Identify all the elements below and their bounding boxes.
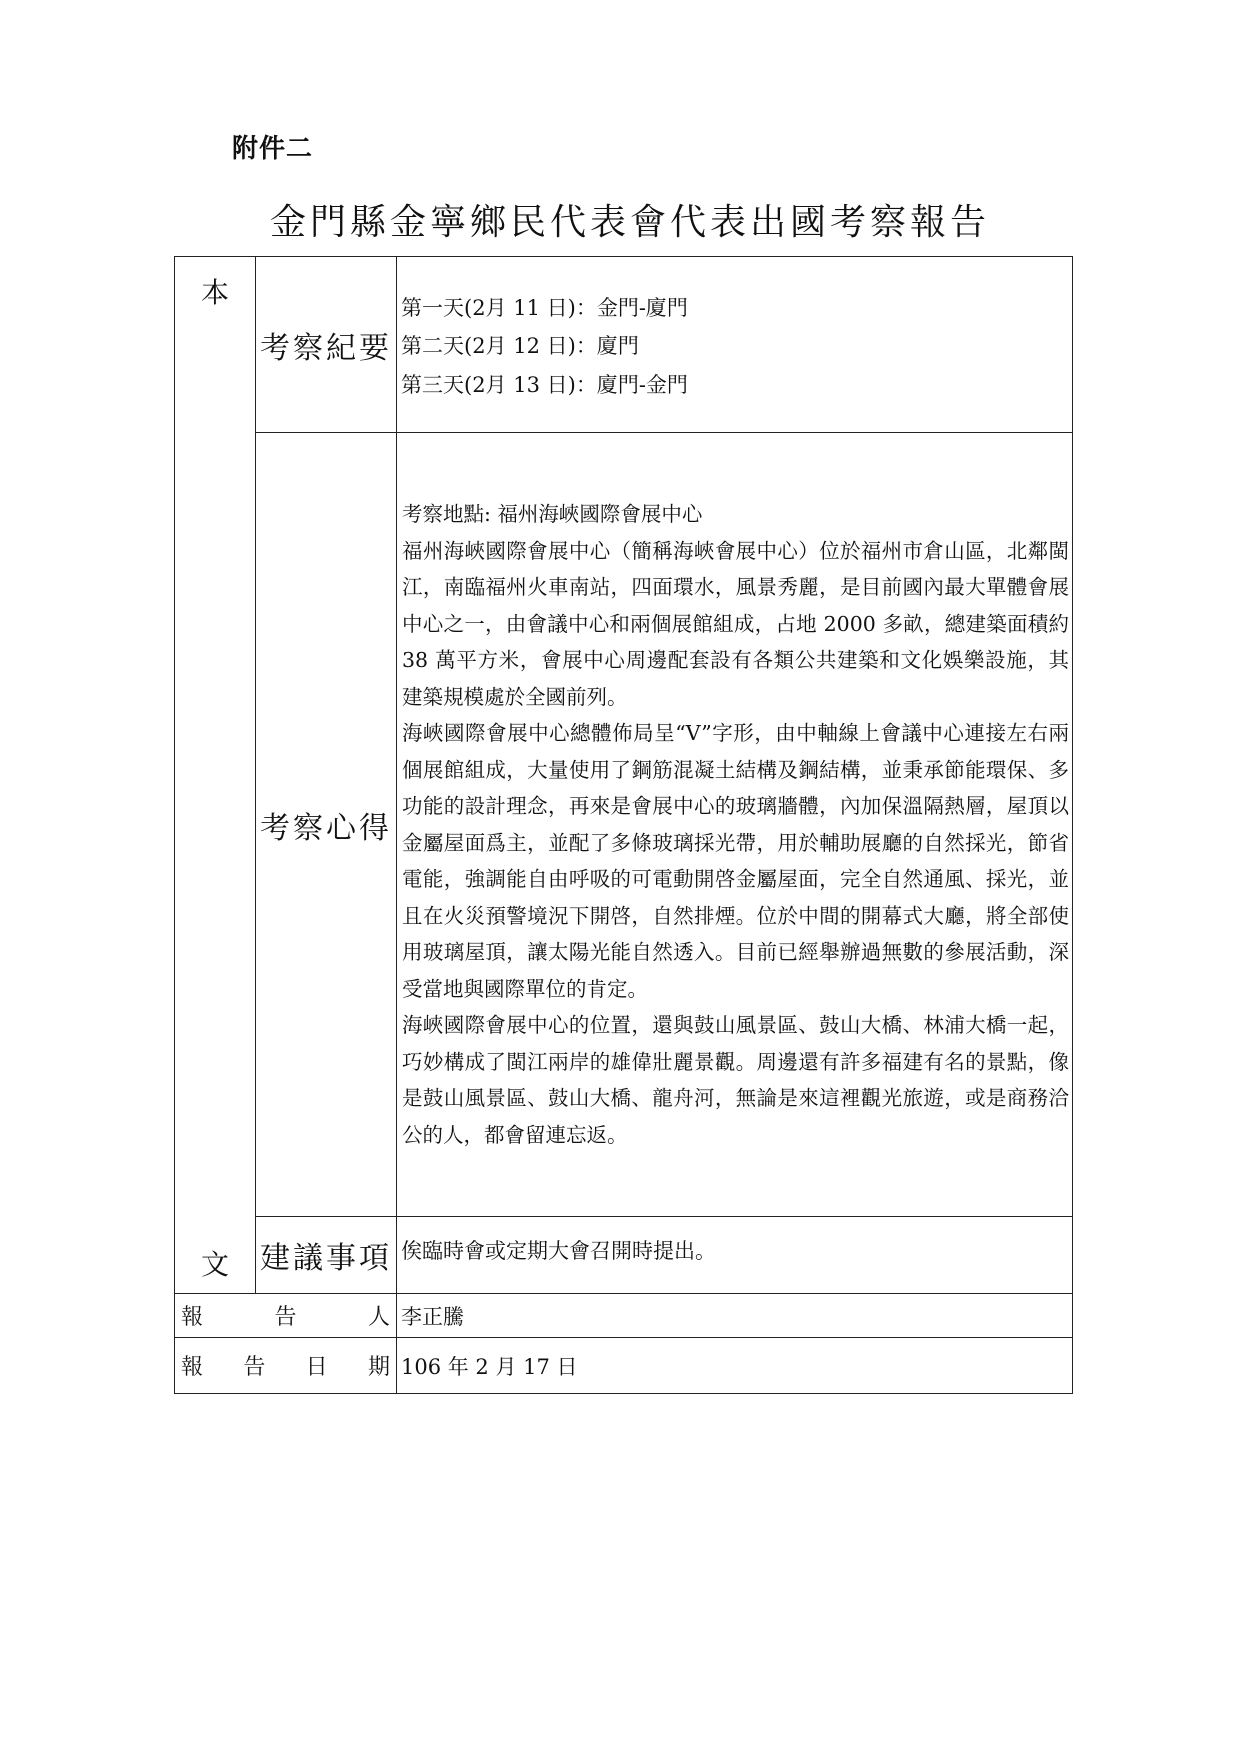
report-table [174, 256, 1073, 1394]
suggestions-row [175, 1217, 1073, 1294]
itinerary-row [175, 257, 1073, 433]
side-label-cell [175, 257, 256, 1294]
reporter-label-char: 報 [181, 1305, 204, 1330]
report-date-label [175, 1338, 397, 1394]
findings-paragraph-2: 海峽國際會展中心總體佈局呈“V”字形，由中軸線上會議中心連接左右兩個展館組成，大量使用了鋼筋混凝土結構及鋼結構，並秉承節能環保、多功能的設計理念，再來是會展中心的玻璃牆體，內加保溫隔熱層，屋頂以金屬屋面爲主，並配了多條玻璃採光帶，用於輔助展廳的自然採光，節省電能，強調能自由呼吸的可電動開啓金屬屋面，完全自然通風、採光，並且在火災預警境況下開啓，自然排煙。位於中間的開幕式大廳，將全部使用玻璃屋頂，讓太陽光能自然透入。目前已經舉辦過無數的參展活動，深受當地與國際單位的肯定。 [402, 721, 1069, 1001]
reporter-label-char: 人 [367, 1305, 390, 1330]
reporter-label-char: 告 [274, 1305, 297, 1330]
itinerary-day-2: 第二天(2月 12 日)：廈門 [401, 334, 639, 359]
report-date-label-char: 日 [305, 1355, 328, 1380]
reporter-name: 李正騰 [397, 1294, 1073, 1338]
report-date-value: 106 年 2 月 17 日 [397, 1338, 1073, 1394]
report-date-row [175, 1338, 1073, 1394]
reporter-row [175, 1294, 1073, 1338]
side-label-top: 本 [200, 276, 229, 309]
report-date-label-char: 告 [243, 1355, 266, 1380]
reporter-label [175, 1294, 397, 1338]
findings-row [175, 433, 1073, 1217]
itinerary-content [397, 257, 1073, 433]
findings-location: 考察地點: 福州海峽國際會展中心 [402, 502, 703, 526]
suggestions-content: 俟臨時會或定期大會召開時提出。 [397, 1217, 1073, 1294]
findings-paragraph-1: 福州海峽國際會展中心（簡稱海峽會展中心）位於福州市倉山區，北鄰閩江，南臨福州火車南站，四面環水，風景秀麗，是目前國內最大單體會展中心之一，由會議中心和兩個展館組成，占地 2000 多畝，總建築面積約 38 萬平方米，會展中心周邊配套設有各類公共建築和文化娛樂設施，其建築規模處於全國前列。 [402, 538, 1069, 709]
attachment-label: 附件二 [232, 134, 314, 164]
itinerary-day-3: 第三天(2月 13 日)：廈門-金門 [401, 372, 688, 397]
itinerary-day-1: 第一天(2月 11 日)：金門-廈門 [401, 295, 688, 320]
report-date-label-char: 期 [367, 1355, 390, 1380]
document-title: 金門縣金寧鄉民代表會代表出國考察報告 [269, 202, 990, 243]
findings-content [397, 433, 1073, 1217]
side-label-bottom: 文 [200, 1248, 229, 1281]
itinerary-label: 考察紀要 [256, 257, 397, 433]
report-date-label-char: 報 [181, 1355, 204, 1380]
findings-label: 考察心得 [256, 433, 397, 1217]
findings-paragraph-3: 海峽國際會展中心的位置，還與鼓山風景區、鼓山大橋、林浦大橋一起，巧妙構成了閩江兩岸的雄偉壯麗景觀。周邊還有許多福建有名的景點，像是鼓山風景區、鼓山大橋、龍舟河，無論是來這裡觀光旅遊，或是商務洽公的人，都會留連忘返。 [402, 1013, 1069, 1147]
suggestions-label: 建議事項 [256, 1217, 397, 1294]
